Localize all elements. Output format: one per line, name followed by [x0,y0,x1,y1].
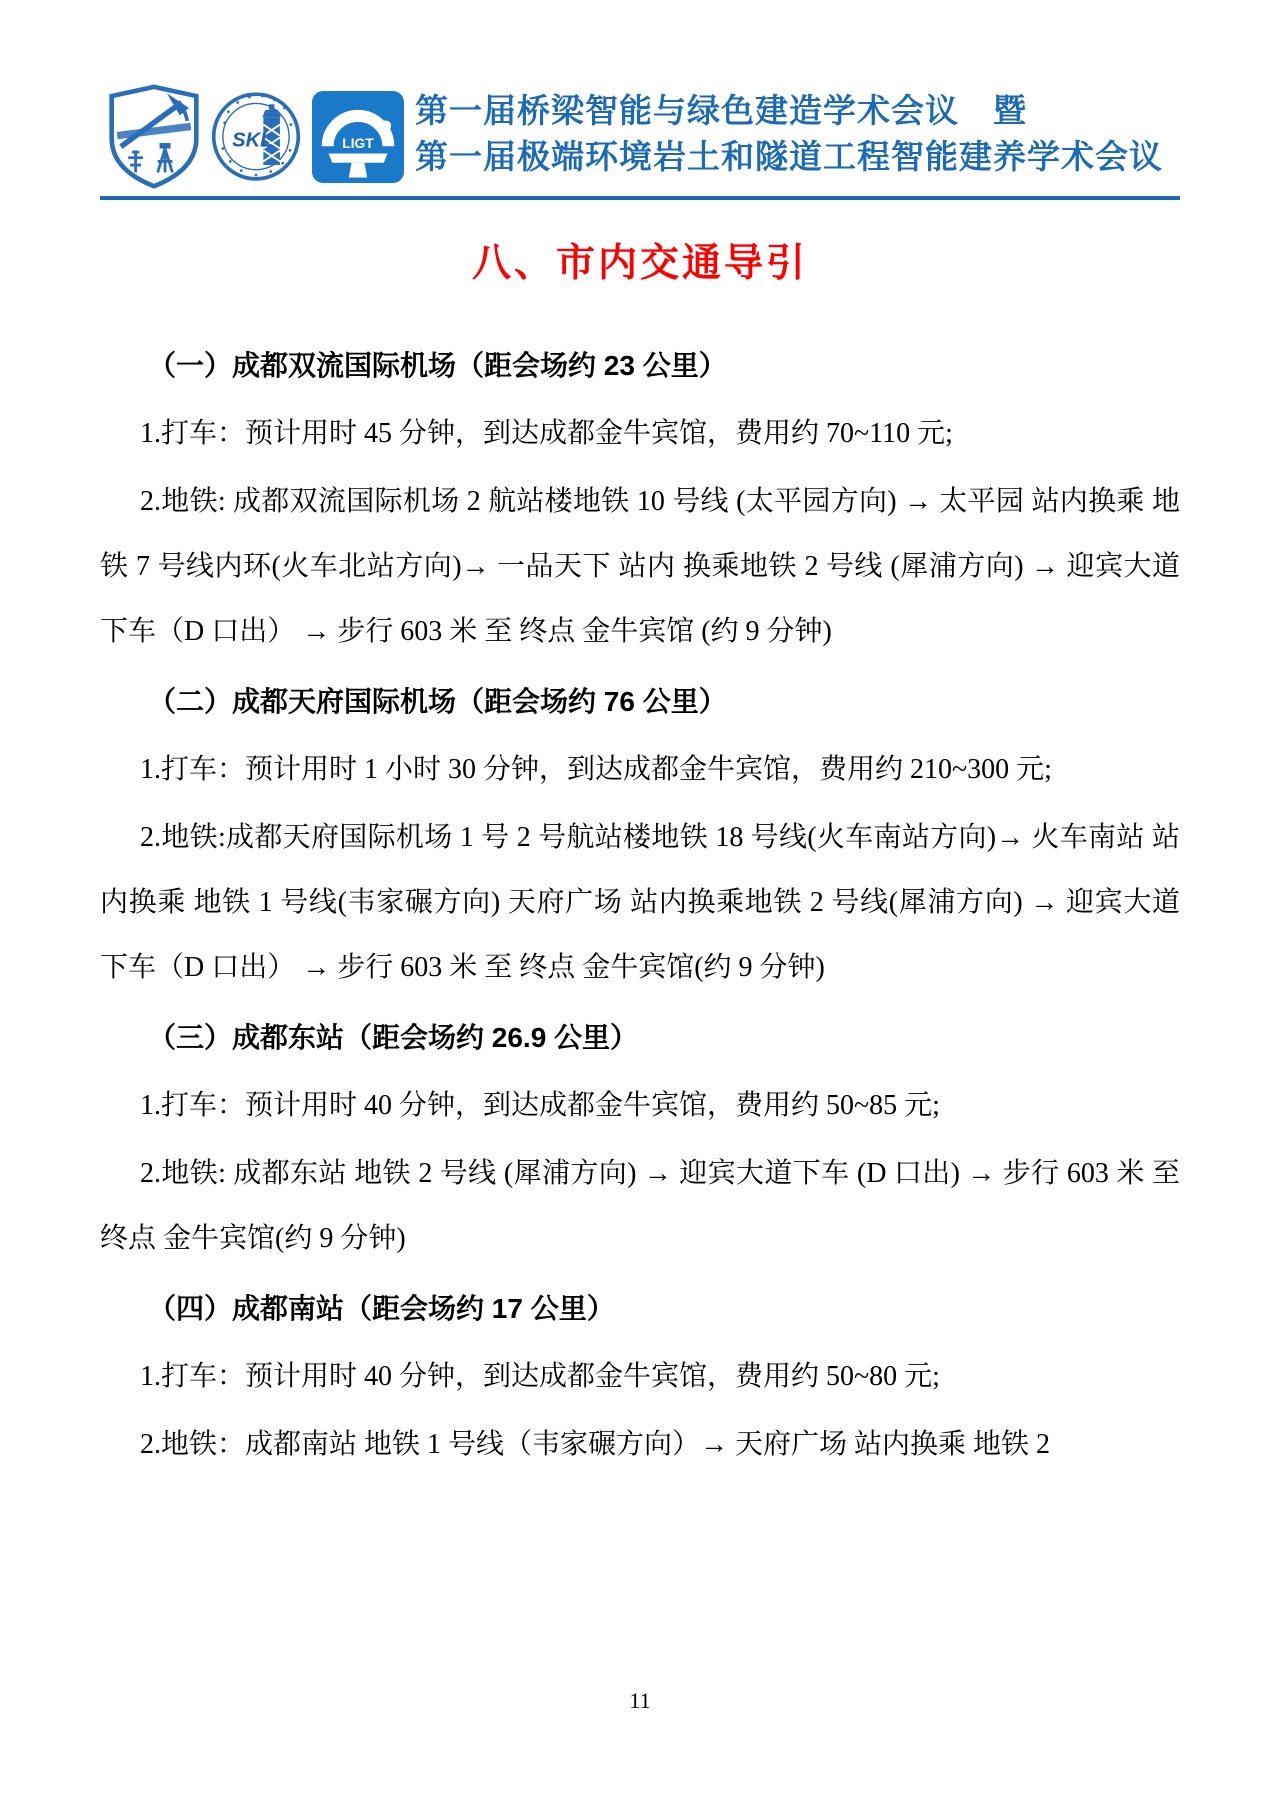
section-heading: （四）成都南站（距会场约 17 公里） [148,1293,615,1324]
section-heading: （一）成都双流国际机场（距会场约 23 公里） [148,350,727,381]
university-shield-logo-icon [108,84,200,190]
section-tianfu-airport [100,669,1180,1000]
metro-paragraph: 2.地铁: 成都双流国际机场 2 航站楼地铁 10 号线 (太平园方向) → 太平园 站内换乘 地铁 7 号线内环(火车北站方向)→ 一品天下 站内 换乘地铁 2 号线 (犀浦方向) → 迎宾大道 下车（D 口出） → 步行 603 米 至 终点 金牛宾馆 (约 9 分钟) [100,486,1180,647]
metro-paragraph: 2.地铁:成都天府国际机场 1 号 2 号航站楼地铁 18 号线(火车南站方向)→ 火车南站 站内换乘 地铁 1 号线(韦家碾方向) 天府广场 站内换乘地铁 2 号线(犀浦方向) → 迎宾大道 下车（D 口出） → 步行 603 米 至 终点 金牛宾馆(约 9 分钟) [100,822,1180,983]
section-chengdu-east-station [100,1005,1180,1271]
conference-title-line1: 第一届桥梁智能与绿色建造学术会议 暨 [415,92,1027,129]
svg-text:SKL: SKL [232,129,273,152]
taxi-paragraph: 1.打车：预计用时 45 分钟，到达成都金牛宾馆，费用约 70~110 元; [140,418,953,449]
section-heading: （二）成都天府国际机场（距会场约 76 公里） [148,686,727,717]
document-body [100,328,1180,1477]
header-divider-rule [100,196,1180,200]
page-number: 11 [629,1688,651,1713]
section-shuangliu-airport [100,333,1180,664]
conference-title-block [415,88,1180,180]
ligt-logo-text: LIGT [342,136,374,152]
taxi-paragraph: 1.打车：预计用时 1 小时 30 分钟，到达成都金牛宾馆，费用约 210~300 元; [140,754,1052,785]
metro-paragraph: 2.地铁: 成都东站 地铁 2 号线 (犀浦方向) → 迎宾大道下车 (D 口出) → 步行 603 米 至 终点 金牛宾馆(约 9 分钟) [100,1158,1180,1254]
section-chengdu-south-station [100,1276,1180,1477]
metro-paragraph: 2.地铁：成都南站 地铁 1 号线（韦家碾方向）→ 天府广场 站内换乘 地铁 2 [140,1429,1051,1460]
logo-row [108,84,404,190]
conference-title-line2: 第一届极端环境岩土和隧道工程智能建养学术会议 [415,138,1163,175]
taxi-paragraph: 1.打车：预计用时 40 分钟，到达成都金牛宾馆，费用约 50~85 元; [140,1090,940,1121]
page-title: 八、市内交通导引 [471,242,808,285]
section-heading: （三）成都东站（距会场约 26.9 公里） [148,1022,639,1053]
ligt-tunnel-logo-icon [312,87,404,187]
skl-laboratory-seal-icon [210,84,302,190]
taxi-paragraph: 1.打车：预计用时 40 分钟，到达成都金牛宾馆，费用约 50~80 元; [140,1361,940,1392]
